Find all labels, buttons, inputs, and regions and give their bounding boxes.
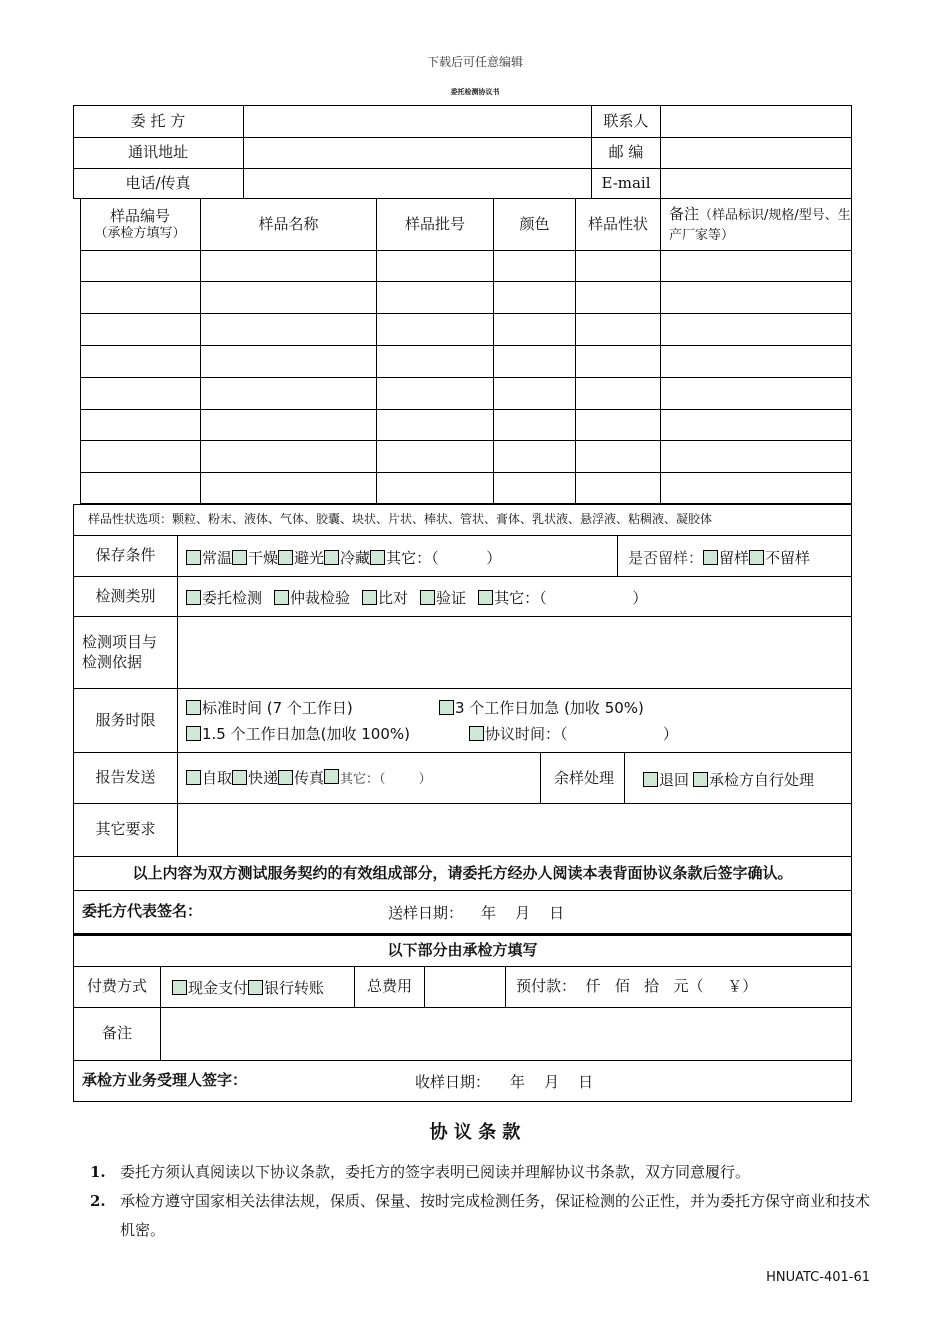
col-sample-name: 样品名称 (258, 215, 319, 234)
checkbox-icon[interactable] (278, 770, 293, 785)
email-label: E-mail (601, 174, 651, 193)
payment-options (172, 971, 324, 1003)
report-other-checkbox[interactable]: 其它：（ ） (324, 768, 432, 787)
sample-row[interactable] (81, 441, 851, 472)
test-verification-checkbox[interactable]: 验证 (420, 587, 466, 608)
checkbox-icon[interactable] (172, 980, 187, 995)
checkbox-icon[interactable] (703, 550, 718, 565)
phone-fax-label: 电话/传真 (125, 174, 191, 193)
agreement-title: 协 议 条 款 (429, 1122, 521, 1143)
prepayment-field[interactable]: 预付款： 仟 佰 拾 元（ ￥） (516, 977, 758, 996)
agreement-clause: 1. 委托方须认真阅读以下协议条款，委托方的签字表明已阅读并理解协议书条款，双方同意履行。 (90, 1163, 751, 1181)
test-items-field[interactable] (178, 617, 851, 688)
document-title: 委托检测协议书 (450, 88, 500, 96)
leftover-sample-options (643, 764, 814, 794)
report-fax-checkbox[interactable]: 传真 (278, 767, 324, 788)
contact-field[interactable] (661, 106, 851, 137)
storage-label: 保存条件 (95, 546, 156, 565)
payment-method-label: 付费方式 (86, 977, 147, 996)
storage-other-checkbox[interactable]: 其它：（ ） (370, 547, 501, 568)
report-delivery-options (186, 762, 432, 792)
checkbox-icon[interactable] (749, 550, 764, 565)
checkbox-icon[interactable] (420, 590, 435, 605)
email-field[interactable] (661, 169, 851, 199)
checkbox-icon[interactable] (186, 550, 201, 565)
checkbox-icon[interactable] (232, 550, 247, 565)
report-express-checkbox[interactable]: 快递 (232, 767, 278, 788)
other-requirements-label: 其它要求 (95, 820, 156, 839)
sample-row[interactable] (81, 473, 851, 504)
checkbox-icon[interactable] (324, 769, 339, 784)
checkbox-icon[interactable] (693, 772, 708, 787)
agreement-clause: 2. 承检方遵守国家相关法律法规，保质、保量、按时完成检测任务，保证检测的公正性，并为委托方保守商业和技术机密。 (90, 1192, 871, 1239)
test-type-options (186, 581, 647, 613)
service-standard-option[interactable]: 标准时间 (7 个工作日) (186, 694, 353, 720)
retain-sample-label: 是否留样： (628, 548, 704, 567)
header-note: 下载后可任意编辑 (426, 55, 523, 69)
test-commission-checkbox[interactable]: 委托检测 (186, 587, 262, 608)
service-1-5day-option[interactable]: 1.5 个工作日加急(加收 100%) (186, 720, 410, 746)
client-field[interactable] (244, 106, 591, 137)
test-other-checkbox[interactable]: 其它：（ ） (478, 587, 647, 608)
service-agreed-option[interactable]: 协议时间：（ ） (469, 720, 678, 746)
retain-no-checkbox[interactable]: 不留样 (749, 547, 810, 568)
checkbox-icon[interactable] (186, 700, 201, 715)
leftover-dispose-checkbox[interactable]: 承检方自行处理 (693, 769, 814, 790)
report-pickup-checkbox[interactable]: 自取 (186, 767, 232, 788)
checkbox-icon[interactable] (248, 980, 263, 995)
col-sample-state: 样品性状 (587, 215, 648, 234)
report-delivery-label: 报告发送 (95, 768, 156, 787)
col-color: 颜色 (519, 215, 550, 234)
confirmation-statement: 以上内容为双方测试服务契约的有效组成部分，请委托方经办人阅读本表背面协议条款后签字确认。 (132, 863, 793, 882)
sample-state-options: 样品性状选项：颗粒、粉末、液体、气体、胶囊、块状、片状、棒状、管状、膏体、乳状液、悬浮液、粘稠液、凝胶体 (88, 512, 713, 527)
payment-cash-checkbox[interactable]: 现金支付 (172, 977, 248, 998)
checkbox-icon[interactable] (186, 770, 201, 785)
address-field[interactable] (244, 138, 591, 168)
sample-row[interactable] (81, 378, 851, 409)
checkbox-icon[interactable] (469, 726, 484, 741)
retain-yes-checkbox[interactable]: 留样 (703, 547, 749, 568)
total-fee-field[interactable] (425, 967, 505, 1007)
test-comparison-checkbox[interactable]: 比对 (362, 587, 408, 608)
client-label: 委 托 方 (130, 111, 186, 130)
sample-row[interactable] (81, 346, 851, 377)
postcode-field[interactable] (661, 138, 851, 168)
footer-document-code: HNUATC-401-61 (766, 1270, 870, 1285)
checkbox-icon[interactable] (186, 726, 201, 741)
payment-bank-checkbox[interactable]: 银行转账 (248, 977, 324, 998)
total-fee-label: 总费用 (366, 977, 412, 996)
delivery-date[interactable]: 送样日期： 年 月 日 (388, 903, 565, 922)
checkbox-icon[interactable] (362, 590, 377, 605)
lab-remark-field[interactable] (161, 1008, 851, 1060)
test-arbitration-checkbox[interactable]: 仲裁检验 (274, 587, 350, 608)
address-label: 通讯地址 (127, 143, 188, 162)
storage-dark-checkbox[interactable]: 避光 (278, 547, 324, 568)
leftover-sample-label: 余样处理 (553, 768, 614, 787)
postcode-label: 邮 编 (608, 143, 644, 162)
lab-section-title: 以下部分由承检方填写 (387, 941, 538, 960)
col-remark: 备注（样品标识/规格/型号、生产厂家等） (669, 205, 851, 243)
storage-cold-checkbox[interactable]: 冷藏 (324, 547, 370, 568)
checkbox-icon[interactable] (274, 590, 289, 605)
sample-row[interactable] (81, 282, 851, 313)
checkbox-icon[interactable] (643, 772, 658, 787)
checkbox-icon[interactable] (324, 550, 339, 565)
checkbox-icon[interactable] (370, 550, 385, 565)
checkbox-icon[interactable] (439, 700, 454, 715)
lab-signature-label: 承检方业务受理人签字： (82, 1071, 248, 1090)
receive-date[interactable]: 收样日期： 年 月 日 (415, 1072, 594, 1091)
checkbox-icon[interactable] (278, 550, 293, 565)
col-sample-id: 样品编号 （承检方填写） (94, 206, 186, 242)
contact-label: 联系人 (603, 111, 649, 130)
retain-sample-options (628, 541, 810, 573)
service-time-label: 服务时限 (95, 710, 156, 729)
sample-row[interactable] (81, 251, 851, 281)
test-items-label: 检测项目与 检测依据 (82, 633, 158, 671)
checkbox-icon[interactable] (186, 590, 201, 605)
checkbox-icon[interactable] (478, 590, 493, 605)
sample-row[interactable] (81, 314, 851, 345)
sample-row[interactable] (81, 410, 851, 440)
client-signature-label: 委托方代表签名： (82, 902, 203, 921)
storage-normal-checkbox[interactable]: 常温 (186, 547, 232, 568)
leftover-return-checkbox[interactable]: 退回 (643, 769, 689, 790)
storage-dry-checkbox[interactable]: 干燥 (232, 547, 278, 568)
phone-fax-field[interactable] (244, 169, 591, 199)
checkbox-icon[interactable] (232, 770, 247, 785)
service-3day-option[interactable]: 3 个工作日加急 (加收 50%) (439, 694, 644, 720)
test-type-label: 检测类别 (95, 586, 156, 605)
col-batch-number: 样品批号 (404, 215, 465, 234)
storage-options (186, 541, 501, 573)
other-requirements-field[interactable] (178, 804, 851, 856)
lab-remark-label: 备注 (101, 1024, 132, 1043)
